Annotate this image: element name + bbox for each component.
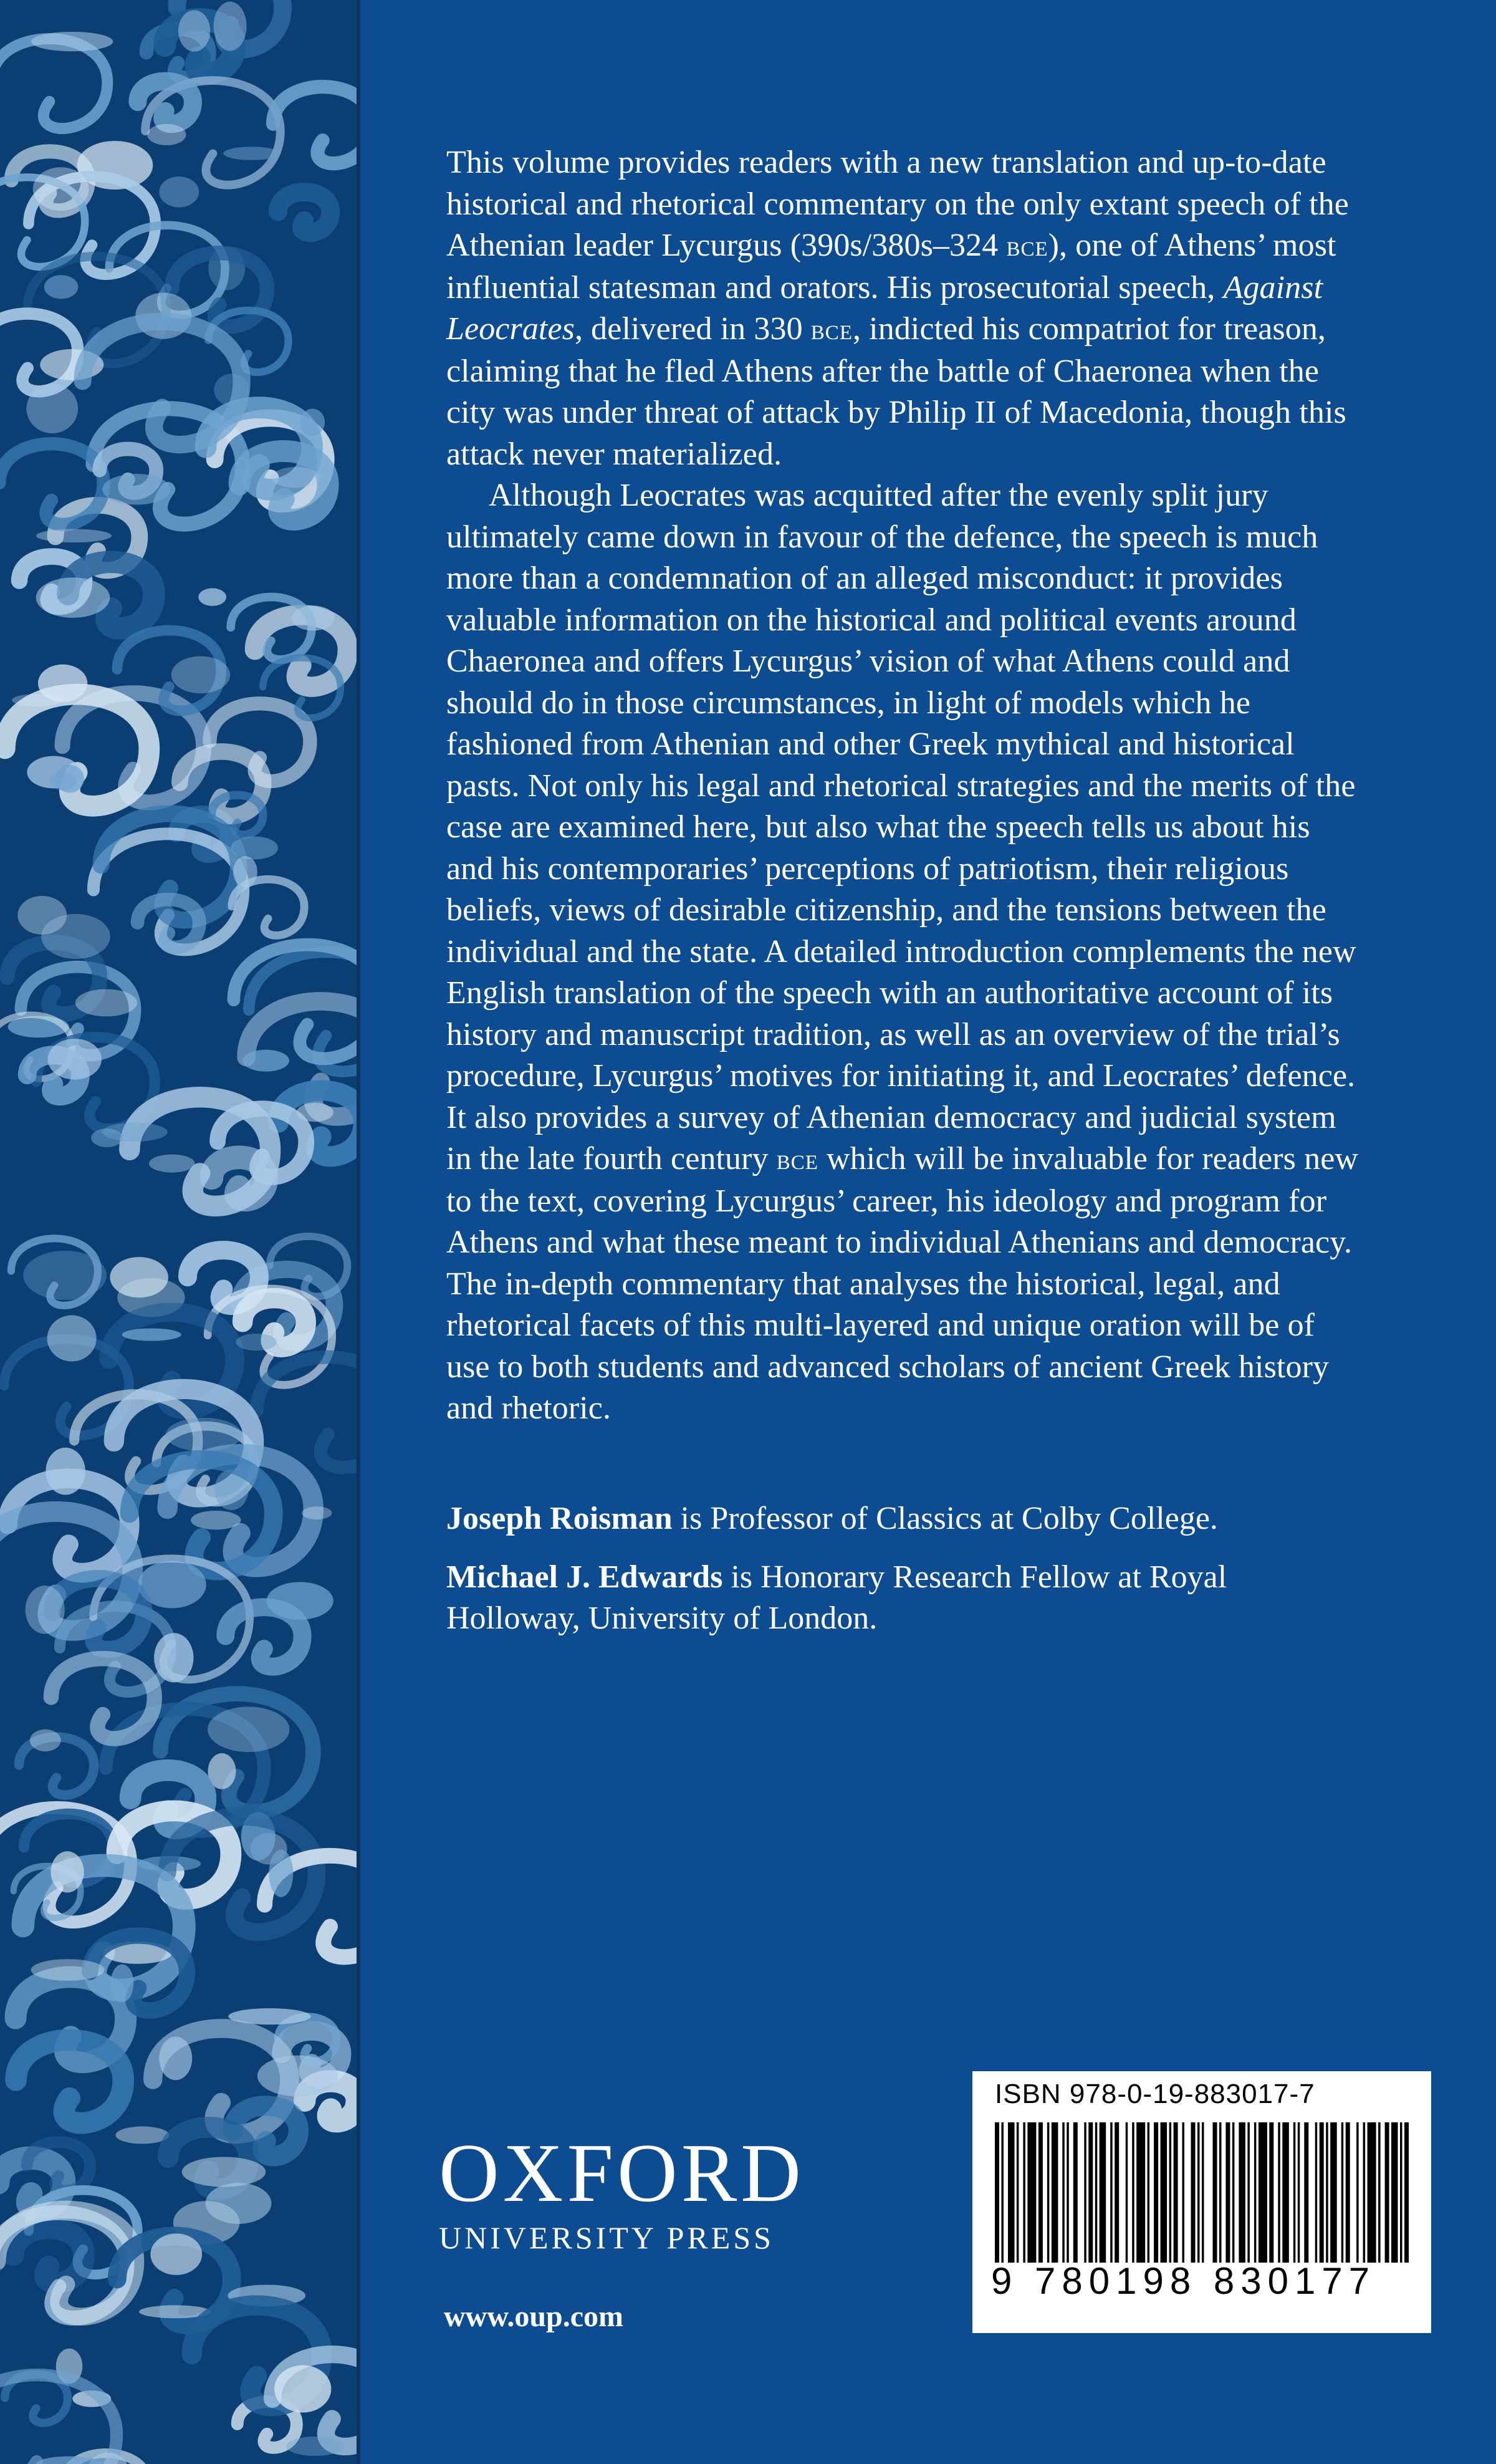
blurb-text: Although Leocrates was acquitted after the evenly split jury ultimately came down in favour of the defence, the speech is much more than a condemnation of an alleged misconduct: it provides valuable information on the historical and political events around Chaeronea and offers Lycurgus’ vision of what Athens could and should do in those circumstances, in light of models which he fashioned from Athenian and other Greek mythical and historical pasts. Not only his legal and rhetorical strategies and the merits of the case are examined here, but also what the speech tells us about his and his contemporaries’ perceptions of patriotism, their religious beliefs, views of desirable citizenship, and the tensions between the individual and the state. A detailed introduction complements the new English translation of the speech with an authoritative account of its history and manuscript tradition, as well as an overview of the trial’s procedure, Lycurgus’ motives for initiating it, and Leocrates’ defence. It also provides a survey of Athenian democracy and judicial system in the late fourth century	[446, 478, 1356, 1177]
university-press-label: UNIVERSITY PRESS	[439, 2220, 774, 2255]
publisher-logo	[439, 2127, 844, 2259]
blurb	[446, 142, 1363, 1430]
era-abbrev: bce	[776, 1143, 818, 1176]
barcode-icon	[995, 2122, 1409, 2263]
author-description: is Professor of Classics at Colby College.	[672, 1500, 1218, 1536]
blurb-text: , indicted his compatriot for treason, claiming that he fled Athens after the battle of Chaeronea when the city was under threat of attack by Philip II of Macedonia, though this attack never materialized.	[446, 311, 1346, 472]
ornamental-image-panel	[0, 0, 357, 2464]
author-bios	[446, 1498, 1363, 1639]
speech-title: Against Leocrates	[446, 269, 1323, 347]
author-bio	[446, 1557, 1363, 1639]
author-bio	[446, 1498, 1363, 1539]
blurb-text: ), one of Athens’ most influential statesman and orators. His prosecutorial speech,	[446, 228, 1336, 306]
isbn-label: ISBN 978-0-19-883017-7	[995, 2079, 1315, 2109]
era-abbrev: bce	[1006, 229, 1048, 262]
author-name: Michael J. Edwards	[446, 1559, 723, 1595]
author-name: Joseph Roisman	[446, 1500, 673, 1536]
blurb-paragraph-1	[446, 142, 1363, 475]
ornament-pattern-icon	[0, 0, 357, 2464]
publisher-website-link[interactable]: www.oup.com	[444, 2300, 624, 2333]
barcode-box	[972, 2071, 1431, 2333]
blurb-text: , delivered in 330	[574, 311, 811, 347]
barcode-digits: 9 780198 830177	[991, 2260, 1376, 2302]
blurb-text: which will be invaluable for readers new to the text, covering Lycurgus’ career, his ideology and program for Athens and what these meant to individual Athenians and democracy. The in-depth commentary that analyses the historical, legal, and rhetorical facets of this multi-layered and unique oration will be of use to both students and advanced scholars of ancient Greek history and rhetoric.	[446, 1141, 1359, 1426]
blurb-paragraph-2	[446, 475, 1363, 1430]
panel-divider	[357, 0, 360, 2464]
oxford-wordmark: OXFORD	[439, 2127, 805, 2219]
era-abbrev: bce	[810, 313, 853, 346]
back-cover-text	[446, 142, 1363, 1657]
blurb-text: This volume provides readers with a new translation and up-to-date historical and rhetorical commentary on the only extant speech of the Athenian leader Lycurgus (390s/380s–324	[446, 145, 1349, 263]
author-description: is Honorary Research Fellow at Royal Holloway, University of London.	[446, 1559, 1227, 1636]
